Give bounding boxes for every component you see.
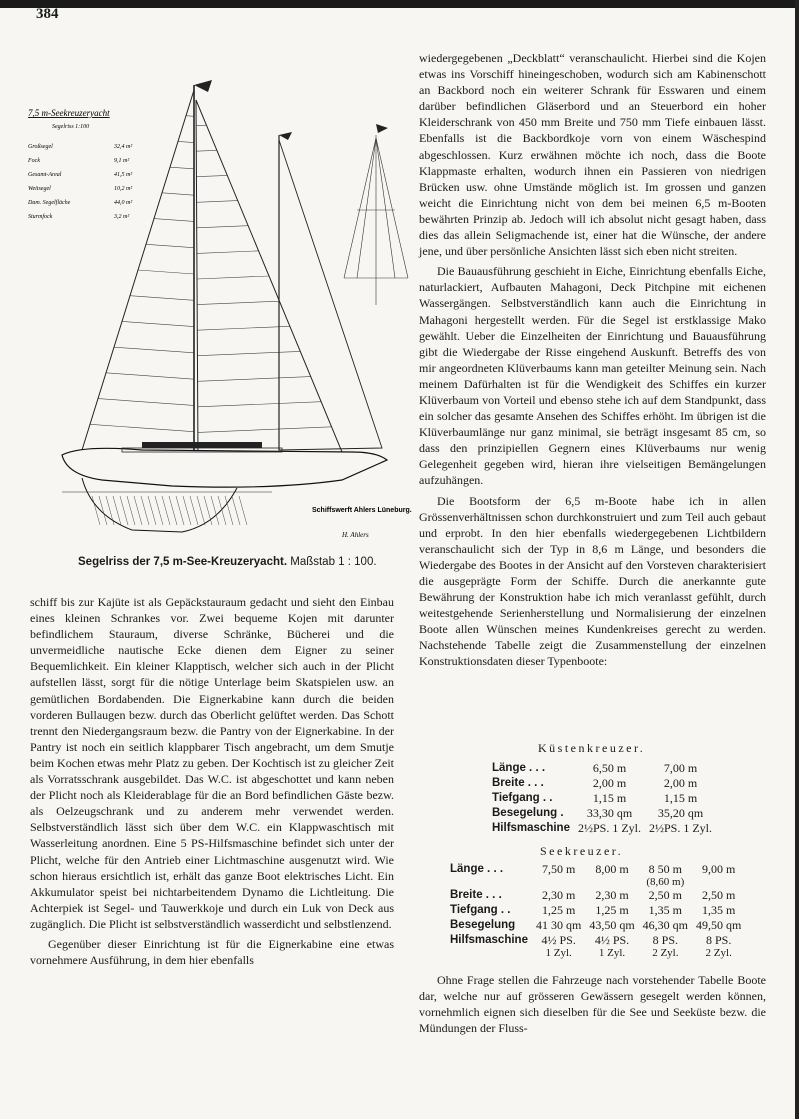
sail-table-name: Fock	[28, 158, 40, 164]
see-value: 46,30 qm	[642, 918, 689, 932]
kuesten-row	[488, 791, 716, 806]
kuesten-value: 35,20 qm	[657, 806, 704, 820]
see-row	[446, 933, 745, 959]
kuesten-value: 1,15 m	[592, 791, 627, 805]
see-value: 4½ PS. 1 Zyl.	[594, 933, 630, 959]
kuesten-row	[488, 806, 716, 821]
caption-bold: Segelriss der 7,5 m-See-Kreuzeryacht.	[78, 556, 288, 568]
kuesten-value: 2½PS. 1 Zyl.	[577, 821, 641, 835]
sail-table-name: Weitsegel	[28, 186, 51, 192]
sail-area-table	[27, 143, 132, 220]
see-label: Länge . . .	[450, 863, 504, 875]
sail-table-value: 9,1 m²	[114, 158, 130, 164]
sail-table-name: Sturmfock	[28, 214, 53, 220]
kuesten-value: 2,00 m	[592, 776, 627, 790]
figure-caption	[78, 556, 377, 568]
right-edge-band	[795, 0, 799, 1119]
kuesten-value: 7,00 m	[663, 761, 698, 775]
see-value: 2,30 m	[595, 888, 629, 902]
kuesten-label: Breite . . .	[492, 777, 544, 789]
see-value: 41 30 qm	[535, 918, 582, 932]
sail-plan-drawing	[22, 60, 412, 555]
page-number: 384	[36, 6, 59, 22]
top-edge-band	[0, 0, 799, 8]
kuesten-value: 33,30 qm	[586, 806, 633, 820]
see-value: 4½ PS. 1 Zyl.	[541, 933, 576, 959]
see-value: 49,50 qm	[696, 918, 742, 932]
sail-table-name: Dam. Segelfläche	[28, 200, 71, 206]
sail-table-name: Gesamt-Areal	[28, 172, 62, 178]
sail-plan-figure	[22, 60, 412, 555]
see-value: 8 50 m (8,60 m)	[646, 862, 685, 888]
sail-table-value: 10,2 m²	[114, 186, 133, 192]
kuesten-row	[488, 821, 716, 836]
see-table	[446, 862, 745, 959]
see-value: 8 PS. 2 Zyl.	[705, 933, 732, 959]
kuesten-label: Besegelung .	[492, 807, 564, 819]
see-label: Tiefgang . .	[450, 904, 511, 916]
kuesten-row	[488, 761, 716, 776]
see-row	[446, 862, 745, 888]
see-value: 8 PS. 2 Zyl.	[652, 933, 679, 959]
kuesten-title: Küstenkreuzer.	[538, 741, 646, 755]
see-label: Breite . . .	[450, 889, 502, 901]
caption-scale: Maßstab 1 : 100.	[290, 556, 377, 568]
kuesten-value: 2½PS. 1 Zyl.	[649, 821, 713, 835]
sail-table-value: 32,4 m²	[114, 144, 133, 150]
see-label: Besegelung	[450, 919, 516, 931]
see-value: 2,50 m	[702, 888, 736, 902]
right-column	[419, 50, 766, 670]
figure-title: 7,5 m-Seekreuzeryacht	[28, 108, 110, 118]
see-value: 2,50 m	[648, 888, 683, 902]
kuesten-table	[488, 761, 716, 836]
closing-paragraph: Ohne Frage stellen die Fahrzeuge nach vorstehender Tabelle Boote dar, welche nur auf grösseren Gewässern gesegelt werden können, vornehmlich eignen sich dieselben für die See und Seeküste bezw. die Mündungen der Fluss-	[419, 973, 766, 1036]
see-label: Hilfsmaschine	[450, 934, 528, 946]
see-value: 9,00 m	[702, 862, 736, 876]
sail-table-value: 44,0 m²	[114, 200, 133, 206]
right-paragraph-1: wiedergegebenen „Deckblatt“ veranschaulicht. Hierbei sind die Kojen etwas ins Vorschiff hineingeschoben, wodurch sich am Kabinenschott an Backbord noch ein weiterer Schrank für Esswaren und einem darüber befindlichen Gläserbord und an Steuerbord ein hoher Kleiderschrank von 450 mm Breite und 750 mm Tiefe einbauen lässt. Ebenfalls ist die Backbordkoje vorn von einem Wäschespind abgeschlossen. Kurz erwähnen möchte ich noch, dass die Boote Klappmaste erhalten, wodurch ihnen ein Passieren von niedrigen Brücken usw. ohne Umstände möglich ist. Im grossen und ganzen weicht die Einrichtung nicht von dem bei meinen 6,5 m-Booten bewährten Prinzip ab. Jedoch will ich absolut nicht gesagt haben, dass dies das allein Seligmachende ist, einer hat die Wünsche, der andere jene, und über persönliche Ansichten lässt sich eben nicht streiten.	[419, 51, 766, 259]
yard-label: Schiffswerft Ahlers Lüneburg.	[312, 507, 412, 514]
closing-column	[419, 968, 766, 1036]
kuesten-label: Hilfsmaschine	[492, 822, 570, 834]
see-value: 1,35 m	[648, 903, 683, 917]
see-row	[446, 918, 745, 933]
sail-table-value: 41,5 m²	[114, 172, 133, 178]
see-row	[446, 888, 745, 903]
see-row	[446, 903, 745, 918]
see-title: Seekreuzer.	[540, 844, 624, 858]
kuesten-value: 6,50 m	[592, 761, 627, 775]
see-value: 7,50 m	[541, 862, 576, 876]
kuesten-row	[488, 776, 716, 791]
figure-subtitle: Segelriss 1:100	[52, 124, 90, 130]
sail-table-value: 3,2 m²	[114, 214, 130, 220]
see-value: 43,50 qm	[589, 918, 635, 932]
left-paragraph-2: Gegenüber dieser Einrichtung ist für die Eignerkabine eine etwas vornehmere Ausführung, in dem hier ebenfalls	[30, 936, 394, 968]
kuesten-label: Tiefgang . .	[492, 792, 553, 804]
left-paragraph-1: schiff bis zur Kajüte ist als Gepäckstauraum gedacht und sieht den Einbau eines kleinen Schrankes vor. Zwei bequeme Kojen mit darunter befindlichem Stauraum, diverse Schränke, Bücherei und die unvermeidliche nautische Ecke dienen dem Eigner zu seiner Bequemlichkeit. Ein kleiner Klapptisch, welcher sich auch in der Plicht aufstellen lässt, sorgt für die nötige Unterlage beim Skatspielen usw. an gemütlichen Bordabenden. Die Eignerkabine kann durch die beiden vorderen Bullaugen bezw. durch das Oberlicht gelüftet werden. Das Schott trennt den Niedergangsraum bezw. die Pantry von der Eignerkabine. In der Pantry ist noch ein seitlich klappbarer Tisch angebracht, um dem Smutje beim Kochen etwas mehr Platz zu geben. Der Kochtisch ist zu gleicher Zeit als Vorratsschrank ausgebildet. Das W.C. ist abgeschottet und kann neben der Plicht noch als Kleiderablage für die an Bord befindlichen Gäste bezw. als Oelzeugschrank und zu anderem mehr verwendet werden. Selbstverständlich lässt sich über dem W.C. ein Klappwaschtisch mit Wasserleitung anordnen. Eine 5 PS-Hilfsmaschine befindet sich unter der Plicht, welche für den Antrieb einer Lichtmaschine ausgenutzt wird. Wie schon hieraus ersichtlich ist, erhält das ganze Boot elektrisches Licht. Ein Akkumulator speist bei nichtarbeitendem Dynamo die Lichtleitung. Die Achterpiek ist Segel- und Tauwerkkoje und durch ein Luk von Deck aus zugänglich. Die Plicht ist selbstverständlich wasserdicht und selbstlenzend.	[30, 595, 394, 931]
sail-table-name: Großsegel	[28, 144, 53, 150]
see-value: 8,00 m	[595, 862, 629, 876]
see-value: 2,30 m	[541, 888, 576, 902]
signature: H. Ahlers	[342, 531, 369, 539]
left-column	[30, 594, 394, 968]
see-value: 1,25 m	[541, 903, 576, 917]
kuesten-label: Länge . . .	[492, 762, 546, 774]
see-value: 1,25 m	[595, 903, 629, 917]
kuesten-value: 2,00 m	[663, 776, 698, 790]
see-value: 1,35 m	[702, 903, 736, 917]
right-paragraph-3: Die Bootsform der 6,5 m-Boote habe ich in allen Grössenverhältnissen schon durchkonstruiert und zum Teil auch gebaut und erprobt. In den hier ebenfalls wiedergegebenen Lichtbildern veranschaulicht sich der Typ in 8,6 m Länge, und besonders die Wiedergabe des Bootes in der Ansicht auf den Vorsteven charakterisiert die ausgeprägte Form der Schiffe. Durch die anerkannte gute Bewährung der Konstruktion habe ich mich veranlasst gefühlt, durch weitestgehende Serienherstellung und Normalisierung der einzelnen Boote allen Wünschen meines Kundenkreises gerecht zu werden. Nachstehende Tabelle zeigt die Zusammenstellung der einzelnen Konstruktionsdaten dieser Typenboote:	[419, 493, 766, 669]
right-paragraph-2: Die Bauausführung geschieht in Eiche, Einrichtung ebenfalls Eiche, naturlackiert, Aufbauten Mahagoni, Deck Pitchpine mit eichenen Wassergängen. Selbstverständlich kann auch die Einrichtung in Mahagoni hergestellt werden. Für die Segel ist erstklassige Mako gewählt. Ueber die Einzelheiten der Einrichtung und Bauausführung gibt die Wiedergabe der Risse eingehend Auskunft. Betreffs des von mir angeordneten Klüverbaums kann man geteilter Meinung sein. Nach meinem Dafürhalten ist für die Wendigkeit des Schiffes ein kurzer Klüverbaum von Vorteil und ebenso stehe ich auf dem Standpunkt, dass ein solcher das gesamte Ansehen des Schiffes erhöht. Im übrigen ist die Klüverbaumlänge nur ganz minimal, sie beträgt insgesamt 85 cm, so dass den prinzipiellen Gegnern eines Klüverbaums nur wenig Gelegenheit gegeben wird, hieran ihre vielseitigen Bemängelungen aufzuhängen.	[419, 264, 766, 488]
kuesten-value: 1,15 m	[663, 791, 698, 805]
